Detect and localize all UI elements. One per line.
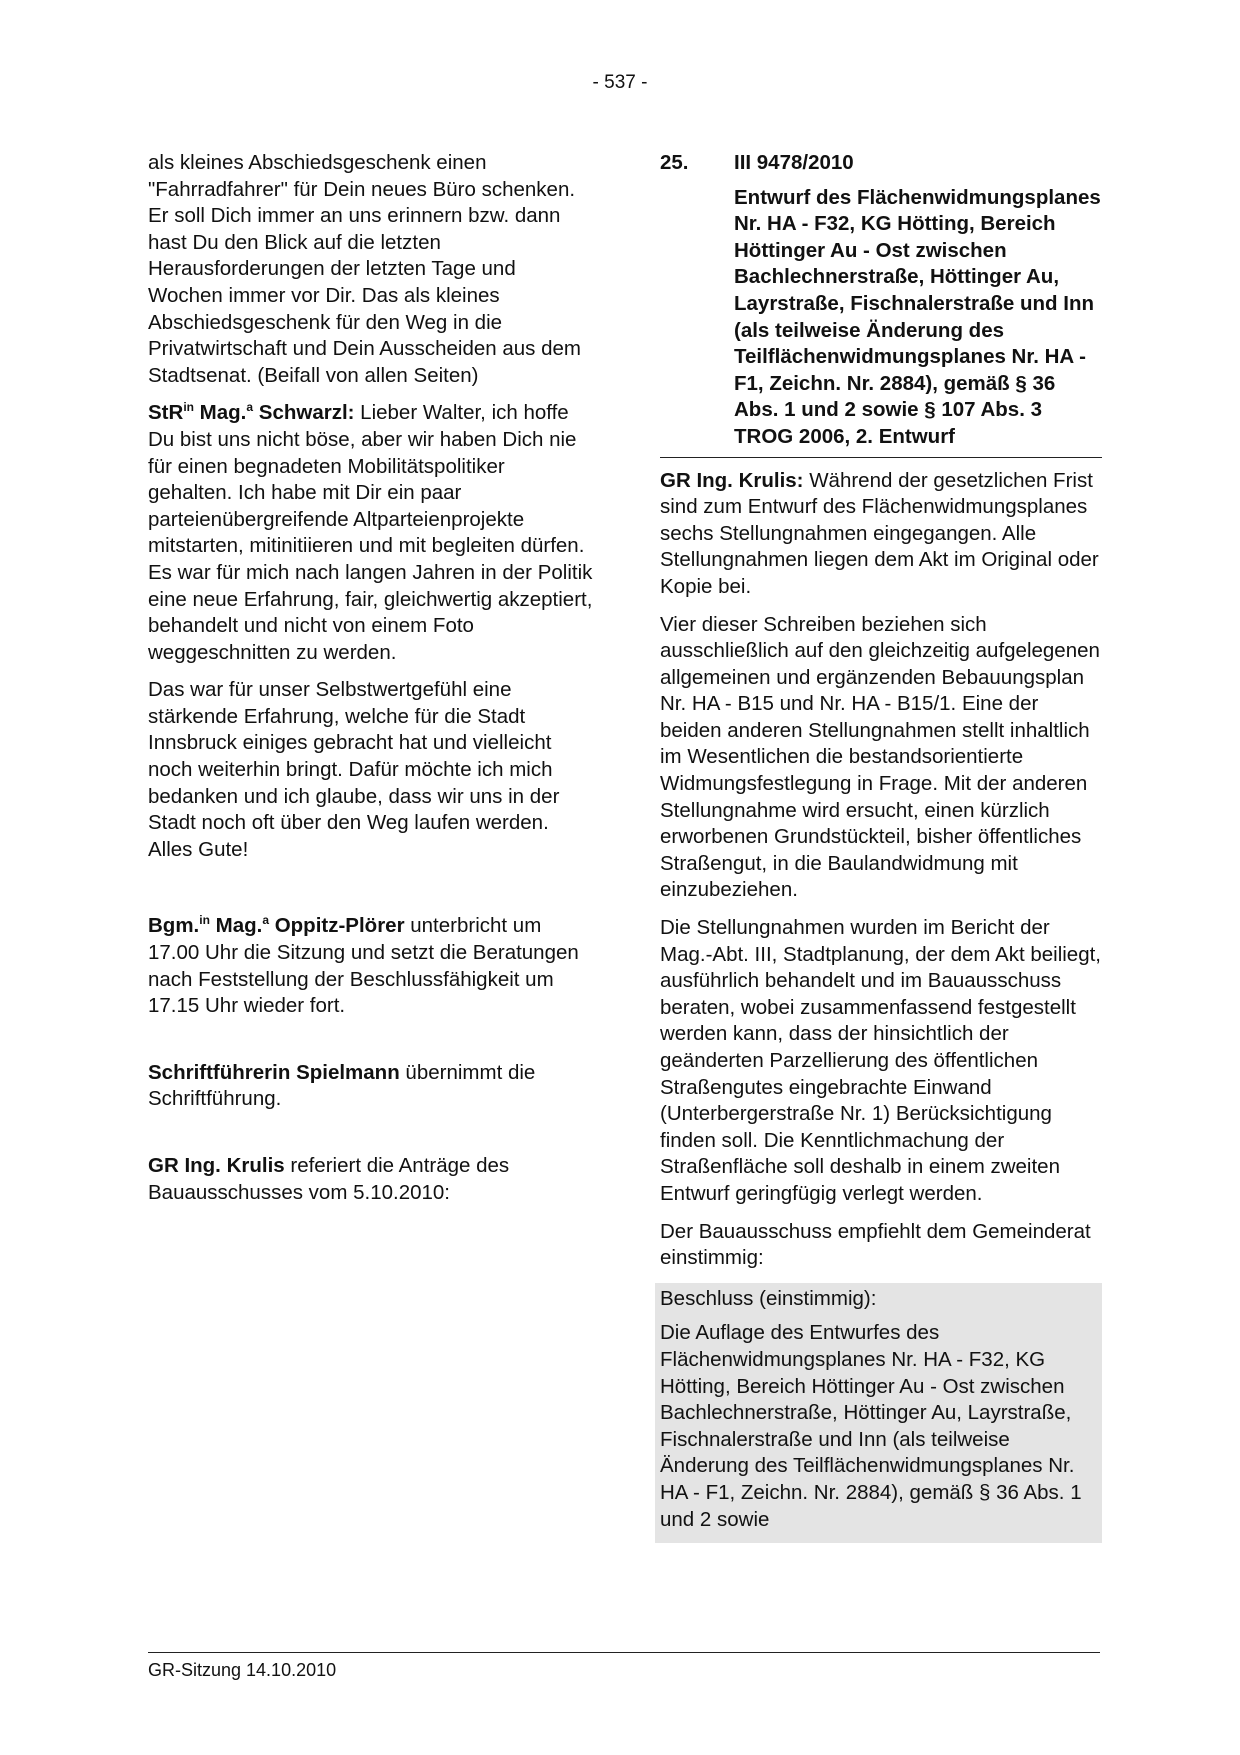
footer-divider	[148, 1652, 1100, 1653]
paragraph-four-letters: Vier dieser Schreiben beziehen sich ausschließlich auf den gleichzeitig aufgelegenen allgemeinen und ergänzenden Bebauungsplan Nr. HA - B15 und Nr. HA - B15/1. Eine der beiden anderen Stellungnahmen stellt inhaltlich im Wesentlichen die bestandsorientierte Widmungsfestlegung in Frage. Mit der anderen Stellungnahme wird ersucht, einen kürzlich erworbenen Grundstückteil, bisher öffentliches Straßengut, in die Baulandwidmung mit einzubeziehen.	[660, 612, 1100, 902]
paragraph-krulis-statement: GR Ing. Krulis: Während der gesetzlichen Frist sind zum Entwurf des Flächenwidmungsplanes sechs Stellungnahmen eingegangen. Alle Stellungnahmen liegen dem Akt im Original oder Kopie bei.	[660, 468, 1099, 598]
speaker-krulis-right: GR Ing. Krulis:	[660, 468, 804, 492]
paragraph-secretary: Schriftführerin Spielmann übernimmt die Schriftführung.	[148, 1060, 536, 1111]
agenda-item-title: Entwurf des Flächenwidmungsplanes Nr. HA - F32, KG Hötting, Bereich Höttinger Au - Ost zwischen Bachlechnerstraße, Höttinger Au, Layrstraße, Fischnalerstraße und Inn (als teilweise Änderung des Teilflächenwidmungsplanes Nr. HA - F1, Zeichn. Nr. 2884), gemäß § 36 Abs. 1 und 2 sowie § 107 Abs. 3 TROG 2006, 2. Entwurf	[734, 185, 1101, 448]
decision-label: Beschluss (einstimmig):	[660, 1286, 877, 1310]
speaker-krulis: GR Ing. Krulis	[148, 1154, 285, 1177]
agenda-item-header	[660, 150, 1102, 458]
paragraph-krulis-intro: GR Ing. Krulis referiert die Anträge des Bauausschusses vom 5.10.2010:	[148, 1154, 510, 1204]
speaker-schwarzl: StR$^{in}$ Mag.$^a$ Schwarzl:	[148, 399, 355, 425]
paragraph-report: Die Stellungnahmen wurden im Bericht der Mag.-Abt. III, Stadtplanung, der dem Akt beiliegt, ausführlich behandelt und im Bauausschuss beraten, wobei zusammenfassend festgestellt werden kann, dass der hinsichtlich der geänderten Parzellierung des öffentlichen Straßengutes eingebrachte Einwand (Unterbergerstraße Nr. 1) Berücksichtigung finden soll. Die Kenntlichmachung der Straßenfläche soll deshalb in einem zweiten Entwurf geringfügig verlegt werden.	[660, 916, 1102, 1205]
paragraph-schwarzl: StR$^{in}$ Mag.$^a$ Schwarzl: Lieber Walter, ich hoffe Du bist uns nicht böse, aber wir haben Dich nie für einen begnadeten Mobilitätspolitiker gehalten. Ich habe mit Dir ein paar parteienübergreifende Altparteienprojekte mitstarten, mitinitiieren und mit begleiten dürfen. Es war für mich nach langen Jahren in der Politik eine neue Erfahrung, fair, gleichwertig akzeptiert, behandelt und nicht von einem Foto weggeschnitten zu werden.	[148, 399, 593, 664]
paragraph-recommendation: Der Bauausschuss empfiehlt dem Gemeinderat einstimmig:	[660, 1219, 1091, 1270]
decision-block	[655, 1283, 1102, 1543]
right-column	[660, 150, 1102, 1543]
agenda-item-number: 25.	[660, 151, 689, 174]
decision-text: Die Auflage des Entwurfes des Flächenwidmungsplanes Nr. HA - F32, KG Hötting, Bereich Höttinger Au - Ost zwischen Bachlechnerstraße, Höttinger Au, Layrstraße, Fischnalerstraße und Inn (als teilweise Änderung des Teilflächenwidmungsplanes Nr. HA - F1, Zeichn. Nr. 2884), gemäß § 36 Abs. 1 und 2 sowie	[660, 1321, 1082, 1531]
footer-session-date: GR-Sitzung 14.10.2010	[148, 1660, 337, 1680]
paragraph-session-break: Bgm.$^{in}$ Mag.$^a$ Oppitz-Plörer unterbricht um 17.00 Uhr die Sitzung und setzt die Beratungen nach Feststellung der Beschlussfähigkeit um 17.15 Uhr wieder fort.	[148, 912, 579, 1018]
speaker-spielmann: Schriftführerin Spielmann	[148, 1060, 400, 1084]
paragraph-selbstwertgefuehl: Das war für unser Selbstwertgefühl eine stärkende Erfahrung, welche für die Stadt Innsbruck einiges gebracht hat und vielleicht noch weiterhin bringt. Dafür möchte ich mich bedanken und ich glaube, dass wir uns in der Stadt noch oft über den Weg laufen werden. Alles Gute!	[148, 678, 560, 861]
left-column	[148, 150, 593, 1217]
speaker-oppitz-ploerer: Bgm.$^{in}$ Mag.$^a$ Oppitz-Plörer	[148, 912, 405, 938]
agenda-item-reference: III 9478/2010	[734, 151, 854, 174]
page-number: - 537 -	[592, 72, 648, 93]
paragraph-farewell-gift: als kleines Abschiedsgeschenk einen "Fahrradfahrer" für Dein neues Büro schenken. Er soll Dich immer an uns erinnern bzw. dann hast Du den Blick auf die letzten Herausforderungen der letzten Tage und Wochen immer vor Dir. Das als kleines Abschiedsgeschenk für den Weg in die Privatwirtschaft und Dein Ausscheiden aus dem Stadtsenat. (Beifall von allen Seiten)	[148, 151, 582, 387]
